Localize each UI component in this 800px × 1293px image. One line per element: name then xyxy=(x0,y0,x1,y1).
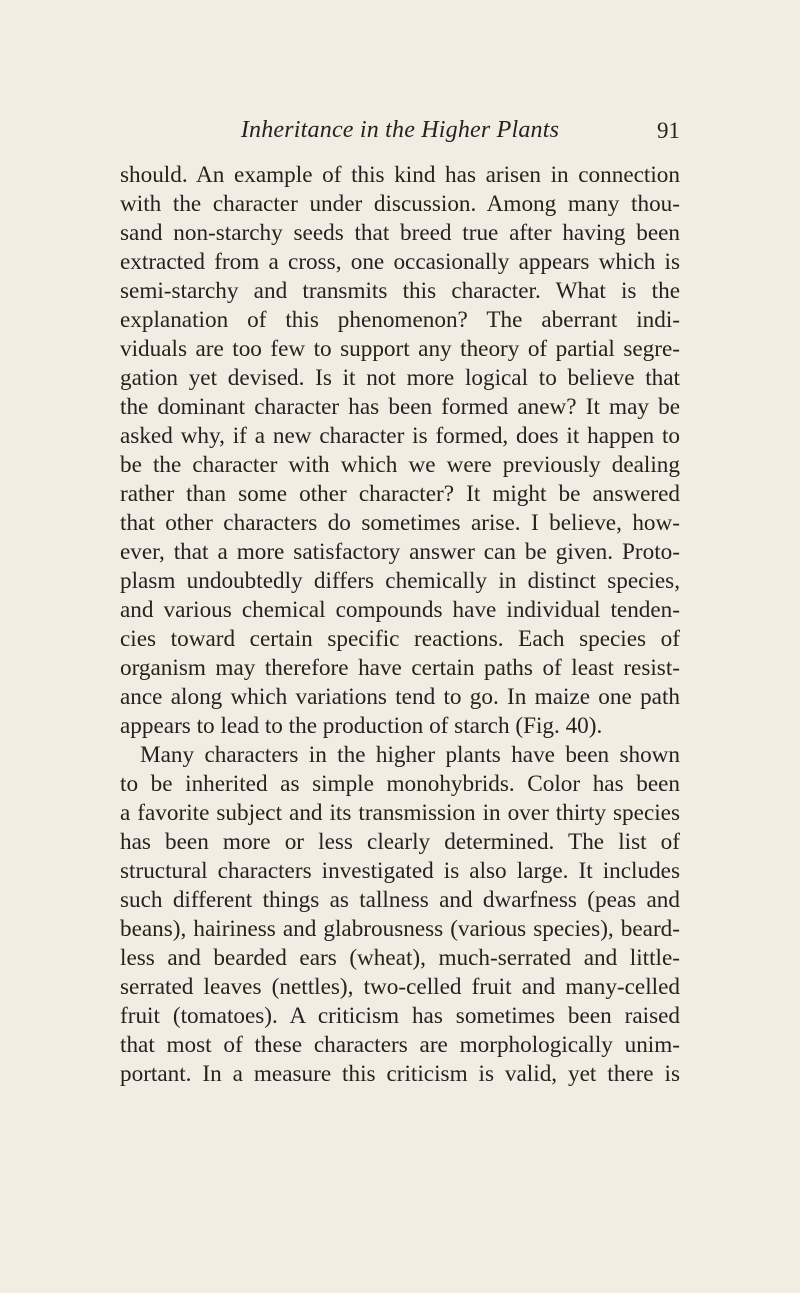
text-line: should. An example of this kind has arisen in connection xyxy=(120,162,680,188)
text-line: to be inherited as simple monohybrids. Color has been xyxy=(120,771,680,797)
text-line: such different things as tallness and dwarfness (peas and xyxy=(120,887,680,913)
text-line: has been more or less clearly determined. The list of xyxy=(120,829,680,855)
body-text xyxy=(120,161,680,1089)
text-line: be the character with which we were previously dealing xyxy=(120,452,680,478)
text-line: plasm undoubtedly differs chemically in distinct species, xyxy=(120,568,680,594)
page-number: 91 xyxy=(657,118,680,143)
text-line: extracted from a cross, one occasionally appears which is xyxy=(120,249,680,275)
text-line: structural characters investigated is also large. It includes xyxy=(120,858,680,884)
text-line: portant. In a measure this criticism is valid, yet there is xyxy=(120,1061,680,1087)
running-head xyxy=(120,117,680,149)
text-line: explanation of this phenomenon? The aberrant indi- xyxy=(120,307,680,333)
text-line: serrated leaves (nettles), two-celled fruit and many-celled xyxy=(120,974,680,1000)
text-line: beans), hairiness and glabrousness (various species), beard- xyxy=(120,916,680,942)
text-line: that most of these characters are morphologically unim- xyxy=(120,1032,680,1058)
text-line: sand non-starchy seeds that breed true after having been xyxy=(120,220,680,246)
text-line: less and bearded ears (wheat), much-serrated and little- xyxy=(120,945,680,971)
text-line: ever, that a more satisfactory answer can be given. Proto- xyxy=(120,539,680,565)
text-line: rather than some other character? It might be answered xyxy=(120,481,680,507)
paragraph-end-line: appears to lead to the production of starch (Fig. 40). xyxy=(120,713,603,739)
text-line: organism may therefore have certain paths of least resist- xyxy=(120,655,680,681)
text-line: the dominant character has been formed anew? It may be xyxy=(120,394,680,420)
text-line: cies toward certain specific reactions. Each species of xyxy=(120,626,680,652)
text-line: fruit (tomatoes). A criticism has sometimes been raised xyxy=(120,1003,680,1029)
running-title: Inheritance in the Higher Plants xyxy=(240,117,560,143)
text-line: viduals are too few to support any theory of partial segre- xyxy=(120,336,680,362)
text-line: and various chemical compounds have individual tenden- xyxy=(120,597,680,623)
paragraph-start-line: Many characters in the higher plants have been shown xyxy=(140,742,680,768)
text-line: with the character under discussion. Among many thou- xyxy=(120,191,680,217)
text-line: gation yet devised. Is it not more logical to believe that xyxy=(120,365,680,391)
text-line: that other characters do sometimes arise. I believe, how- xyxy=(120,510,680,536)
text-line: ance along which variations tend to go. In maize one path xyxy=(120,684,680,710)
text-line: a favorite subject and its transmission in over thirty species xyxy=(120,800,680,826)
text-line: asked why, if a new character is formed, does it happen to xyxy=(120,423,680,449)
text-line: semi-starchy and transmits this character. What is the xyxy=(120,278,680,304)
